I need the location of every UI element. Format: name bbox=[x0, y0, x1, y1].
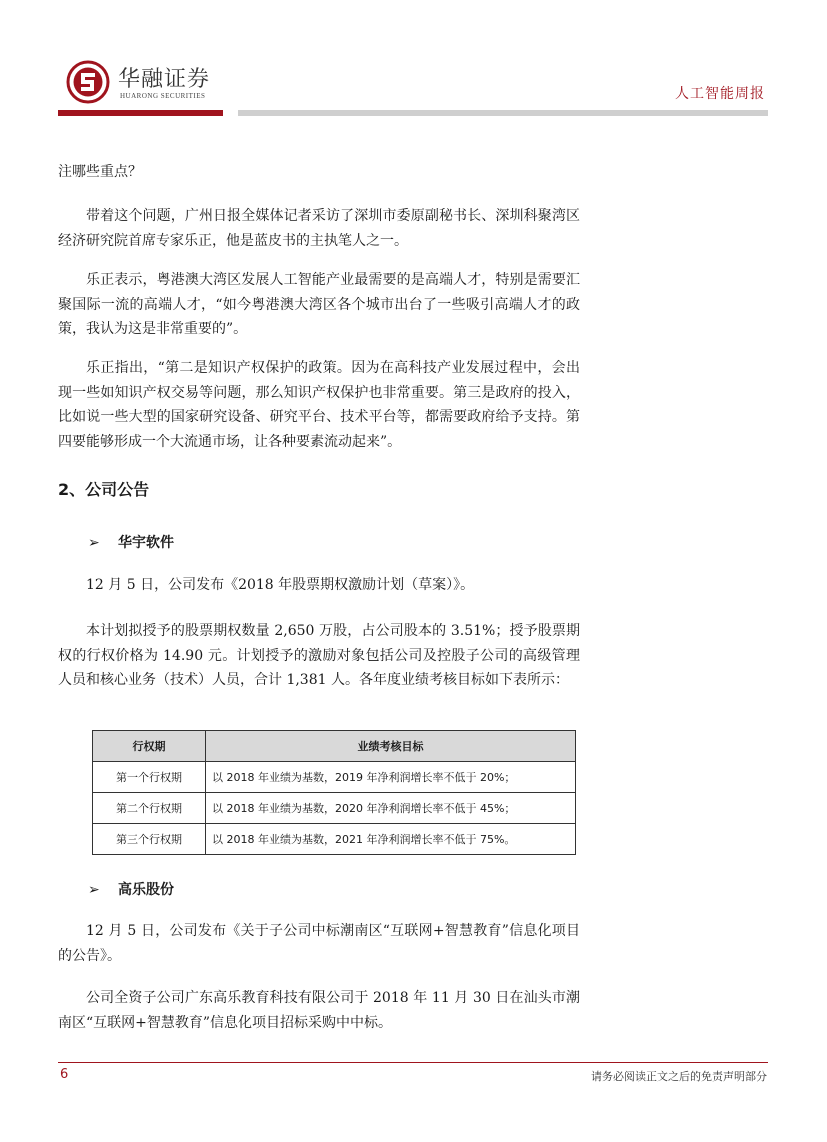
section-heading: 2、公司公告 bbox=[58, 480, 150, 499]
table-header-row bbox=[93, 731, 576, 762]
logo-chinese-name: 华融证券 bbox=[118, 67, 211, 92]
paragraph: 公司全资子公司广东高乐教育科技有限公司于 2018 年 11 月 30 日在汕头市潮南区“互联网+智慧教育”信息化项目招标采购中中标。 bbox=[58, 990, 580, 1031]
table-cell: 第一个行权期 bbox=[93, 762, 206, 793]
page-number: 6 bbox=[60, 1067, 69, 1082]
paragraph: 带着这个问题，广州日报全媒体记者采访了深圳市委原副秘书长、深圳科聚湾区经济研究院首席专家乐正，他是蓝皮书的主执笔人之一。 bbox=[58, 208, 580, 249]
performance-target-table bbox=[92, 730, 576, 855]
footer-rule bbox=[58, 1062, 768, 1063]
table-header-cell: 行权期 bbox=[93, 731, 206, 762]
table-header-cell: 业绩考核目标 bbox=[206, 731, 576, 762]
disclaimer-note: 请务必阅读正文之后的免责声明部分 bbox=[591, 1070, 767, 1083]
company-heading-huayu bbox=[88, 532, 174, 552]
company-name: 华宇软件 bbox=[118, 535, 174, 551]
company-name: 高乐股份 bbox=[118, 882, 174, 898]
table-cell: 以 2018 年业绩为基数，2020 年净利润增长率不低于 45%； bbox=[206, 793, 576, 824]
arrow-bullet-icon: ➢ bbox=[88, 535, 100, 551]
table-row bbox=[93, 762, 576, 793]
huarong-logo-icon bbox=[66, 60, 110, 104]
header-rule-red bbox=[58, 110, 223, 116]
table-cell: 以 2018 年业绩为基数，2019 年净利润增长率不低于 20%； bbox=[206, 762, 576, 793]
paragraph: 乐正指出，“第二是知识产权保护的政策。因为在高科技产业发展过程中，会出现一些如知识产权交易等问题，那么知识产权保护也非常重要。第三是政府的投入，比如说一些大型的国家研究设备、研究平台、技术平台等，都需要政府给予支持。第四要能够形成一个大流通市场，让各种要素流动起来”。 bbox=[58, 360, 580, 450]
header-rule-gray bbox=[238, 110, 768, 116]
paragraph: 注哪些重点？ bbox=[58, 164, 142, 180]
table-row bbox=[93, 793, 576, 824]
report-title: 人工智能周报 bbox=[675, 86, 765, 102]
table-cell: 第二个行权期 bbox=[93, 793, 206, 824]
paragraph: 乐正表示，粤港澳大湾区发展人工智能产业最需要的是高端人才，特别是需要汇聚国际一流的高端人才，“如今粤港澳大湾区各个城市出台了一些吸引高端人才的政策，我认为这是非常重要的”。 bbox=[58, 272, 580, 337]
table-cell: 以 2018 年业绩为基数，2021 年净利润增长率不低于 75%。 bbox=[206, 824, 576, 855]
paragraph: 本计划拟授予的股票期权数量 2,650 万股，占公司股本的 3.51%；授予股票期权的行权价格为 14.90 元。计划授予的激励对象包括公司及控股子公司的高级管理人员和核心业务（技术）人员，合计 1,381 人。各年度业绩考核目标如下表所示： bbox=[58, 623, 580, 688]
paragraph: 12 月 5 日，公司发布《2018 年股票期权激励计划（草案）》。 bbox=[86, 577, 475, 593]
arrow-bullet-icon: ➢ bbox=[88, 882, 100, 898]
company-heading-gaole bbox=[88, 879, 174, 899]
table-cell: 第三个行权期 bbox=[93, 824, 206, 855]
paragraph: 12 月 5 日，公司发布《关于子公司中标潮南区“互联网+智慧教育”信息化项目的公告》。 bbox=[58, 923, 580, 964]
logo-english-name: HUARONG SECURITIES bbox=[120, 92, 206, 100]
table-row bbox=[93, 824, 576, 855]
